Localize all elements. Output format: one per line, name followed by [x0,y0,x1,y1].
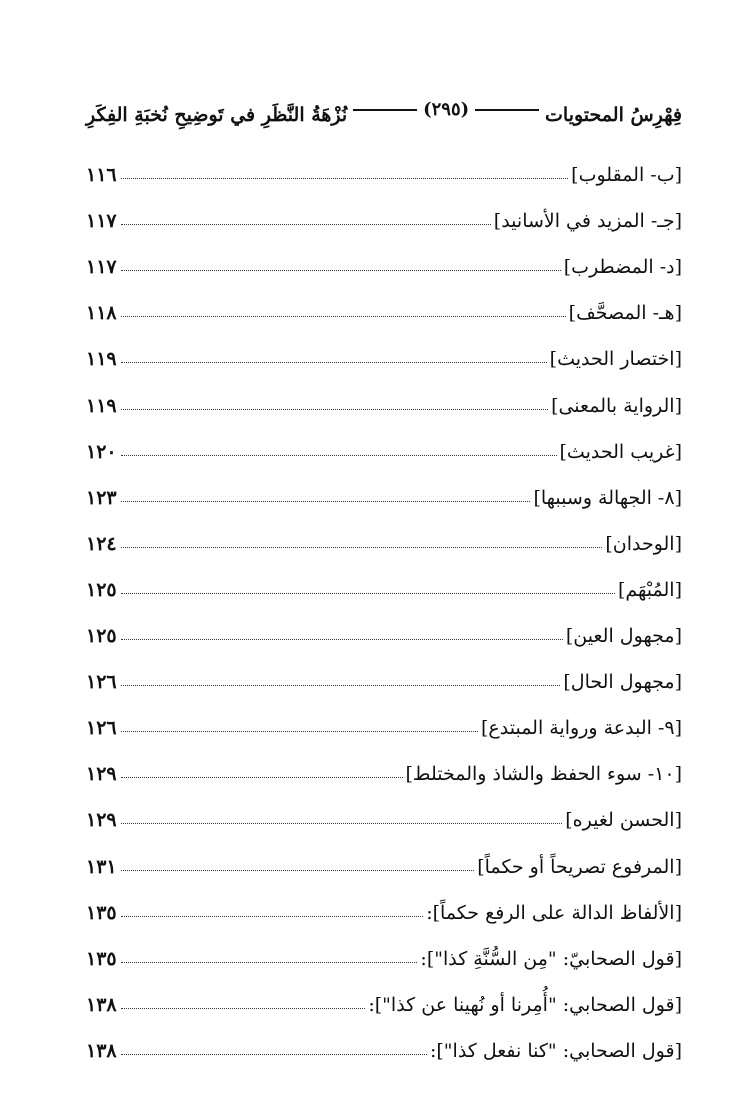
dot-leader [121,916,424,917]
toc-entry-page: ١١٦ [86,164,117,187]
dot-leader [121,316,566,317]
table-of-contents [86,140,682,1062]
dot-leader [121,731,478,732]
header-rule [475,109,539,111]
toc-entry-page: ١٢٩ [86,809,117,832]
dot-leader [121,777,403,778]
toc-entry-title: [جـ- المزيد في الأسانيد] [493,210,682,233]
toc-entry [86,924,682,970]
toc-entry-title: [هـ- المصحَّف] [568,302,682,325]
toc-entry-page: ١٢٤ [86,532,117,555]
toc-entry [86,140,682,186]
dot-leader [121,224,491,225]
toc-entry-page: ١٢٣ [86,486,117,509]
toc-entry-title: [الرواية بالمعنى] [551,394,682,417]
toc-entry [86,232,682,278]
toc-entry-title: [د- المضطرب] [563,256,682,279]
dot-leader [121,962,418,963]
toc-entry [86,555,682,601]
toc-entry-page: ١٢٦ [86,671,117,694]
toc-entry [86,601,682,647]
toc-entry-title: [١٠- سوء الحفظ والشاذ والمختلط] [405,763,682,786]
header-center [353,99,539,120]
toc-entry-page: ١١٩ [86,348,117,371]
dot-leader [121,362,547,363]
toc-entry-title: [مجهول العين] [565,625,682,648]
toc-entry-title: [غريب الحديث] [559,440,682,463]
toc-entry-page: ١٢٩ [86,763,117,786]
dot-leader [121,455,557,456]
toc-entry [86,878,682,924]
toc-entry-page: ١١٩ [86,394,117,417]
toc-entry [86,970,682,1016]
dot-leader [121,685,561,686]
toc-entry [86,1016,682,1062]
toc-entry-page: ١٢٥ [86,578,117,601]
toc-entry-title: [قول الصحابي: "كنا نفعل كذا"]: [429,1039,682,1062]
toc-entry-page: ١٣٨ [86,1039,117,1062]
header-rule [353,109,417,111]
dot-leader [121,409,548,410]
header-book-title: نُزْهَةُ النَّظَرِ في تَوضِيحِ نُخبَةِ الفِكَرِ [86,104,348,126]
toc-entry [86,647,682,693]
dot-leader [121,1054,427,1055]
toc-entry [86,370,682,416]
header-page-number: (٢٩٥) [423,99,470,120]
toc-entry-page: ١١٧ [86,256,117,279]
dot-leader [121,593,615,594]
toc-entry [86,693,682,739]
dot-leader [121,178,569,179]
toc-entry-title: [٩- البدعة ورواية المبتدع] [481,717,682,740]
toc-entry [86,186,682,232]
toc-entry-title: [قول الصحابي: "أُمِرنا أو نُهينا عن كذا"]: [368,993,682,1016]
toc-entry [86,278,682,324]
dot-leader [121,270,561,271]
toc-entry-page: ١١٨ [86,302,117,325]
toc-entry-title: [ب- المقلوب] [571,164,682,187]
toc-entry-page: ١٢٦ [86,717,117,740]
toc-entry-title: [الوحدان] [605,532,682,555]
toc-entry [86,785,682,831]
toc-entry-title: [المرفوع تصريحاً أو حكماً] [477,855,682,878]
toc-entry-page: ١٣٥ [86,901,117,924]
toc-entry-title: [المُبْهَم] [617,578,682,601]
toc-entry-title: [مجهول الحال] [563,671,682,694]
page-header [86,86,682,126]
toc-entry-title: [الحسن لغيره] [565,809,682,832]
toc-entry [86,463,682,509]
toc-entry [86,831,682,877]
toc-entry-page: ١٣١ [86,855,117,878]
toc-entry [86,417,682,463]
toc-entry-page: ١٢٥ [86,625,117,648]
toc-entry-title: [اختصار الحديث] [549,348,682,371]
toc-entry [86,324,682,370]
toc-entry [86,739,682,785]
toc-entry-page: ١٢٠ [86,440,117,463]
dot-leader [121,639,563,640]
toc-entry-page: ١١٧ [86,210,117,233]
toc-entry-title: [قول الصحابيّ: "مِن السُّنَّةِ كذا"]: [420,947,682,970]
dot-leader [121,1008,366,1009]
toc-entry-title: [الألفاظ الدالة على الرفع حكماً]: [426,901,682,924]
dot-leader [121,547,603,548]
toc-entry-page: ١٣٨ [86,993,117,1016]
dot-leader [121,501,531,502]
header-section-title: فِهْرِسُ المحتويات [545,104,682,126]
dot-leader [121,870,475,871]
toc-entry-title: [٨- الجهالة وسببها] [533,486,682,509]
toc-entry-page: ١٣٥ [86,947,117,970]
toc-entry [86,509,682,555]
dot-leader [121,823,563,824]
